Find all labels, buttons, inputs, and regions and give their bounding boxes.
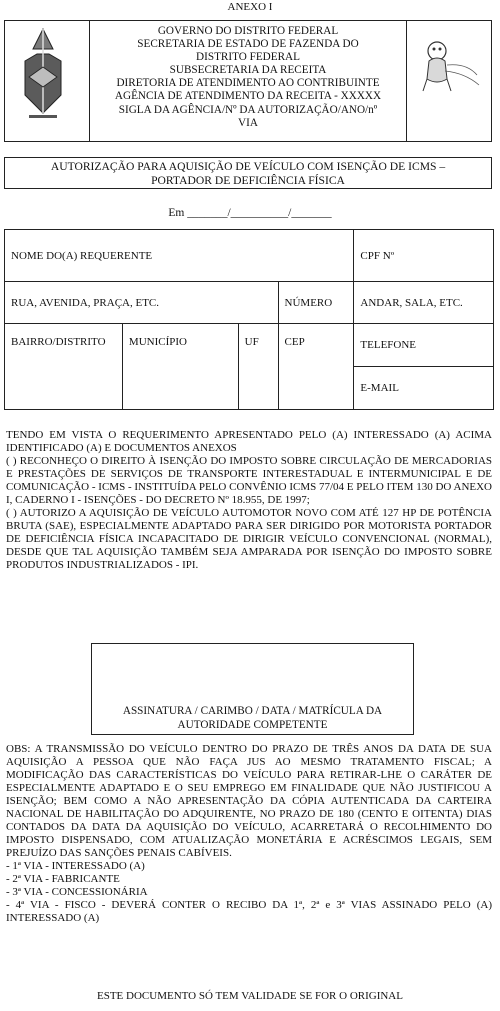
signature-box[interactable]: [91, 643, 414, 735]
field-uf[interactable]: UF: [238, 324, 278, 410]
header-line: SUBSECRETARIA DA RECEITA: [169, 64, 327, 77]
obs-paragraph: OBS: A TRANSMISSÃO DO VEÍCULO DENTRO DO PRAZO DE TRÊS ANOS DA DATA DE SUA AQUISIÇÃO A PESSOA QUE NÃO FAÇA JUS AO MESMO TRATAMENTO FISCAL; A MODIFICAÇÃO DAS CARACTERÍSTICAS DO VEÍCULO PARA RETIRAR-LHE O CARÁTER DE ESPECIALMENTE ADAPTADO E O SEU EMPREGO EM FINALIDADE QUE NÃO JUSTIFICOU A ISENÇÃO; BEM COMO A NÃO APRESENTAÇÃO DA CÓPIA AUTENTICADA DA CARTEIRA NACIONAL DE HABILITAÇÃO DO ADQUIRENTE, NO PRAZO DE 180 (CENTO E OITENTA) DIAS CONTADOS DA DATA DA AQUISIÇÃO DO VEÍCULO, ACARRETARÁ O RECOLHIMENTO DO IMPOSTO DISPENSADO, COM ATUALIZAÇÃO MONETÁRIA E ACRÉSCIMOS LEGAIS, SEM PREJUÍZO DAS SANÇÕES PENAIS CABÍVEIS.: [6, 743, 492, 859]
field-municipio[interactable]: MUNICÍPIO: [122, 324, 238, 410]
annex-label: ANEXO I: [227, 1, 273, 13]
header-line: SIGLA DA AGÊNCIA/Nº DA AUTORIZAÇÃO/ANO/nº: [118, 103, 378, 116]
field-email[interactable]: E-MAIL: [354, 367, 494, 410]
field-cpf[interactable]: CPF Nº: [354, 230, 494, 282]
field-nome-requerente[interactable]: NOME DO(A) REQUERENTE: [5, 230, 354, 282]
title-line: AUTORIZAÇÃO PARA AQUISIÇÃO DE VEÍCULO COM ISENÇÃO DE ICMS –: [50, 160, 446, 173]
receita-mascot-icon: [407, 21, 491, 141]
title-line: PORTADOR DE DEFICIÊNCIA FÍSICA: [151, 174, 345, 187]
signature-caption: [92, 704, 413, 732]
header-right-logo-cell: [406, 21, 491, 141]
requester-form-table: [4, 229, 494, 410]
body-text: [6, 429, 492, 572]
via-item: - 3ª VIA - CONCESSIONÁRIA: [6, 886, 148, 898]
via-item: - 4ª VIA - FISCO - DEVERÁ CONTER O RECIBO DA 1ª, 2ª e 3ª VIAS ASSINADO PELO (A) INTERESSADO (A): [6, 899, 492, 924]
observation-block: [6, 743, 492, 925]
field-rua[interactable]: RUA, AVENIDA, PRAÇA, ETC.: [5, 282, 279, 324]
header-line: DISTRITO FEDERAL: [196, 51, 300, 64]
signature-caption-line: AUTORIDADE COMPETENTE: [177, 719, 328, 731]
via-item: - 1ª VIA - INTERESSADO (A): [6, 860, 145, 872]
document-header: [4, 20, 492, 142]
date-line[interactable]: Em _______/__________/_______: [168, 207, 332, 219]
field-andar[interactable]: ANDAR, SALA, ETC.: [354, 282, 494, 324]
field-bairro[interactable]: BAIRRO/DISTRITO: [5, 324, 123, 410]
df-coat-of-arms-icon: [5, 21, 89, 141]
header-line: DIRETORIA DE ATENDIMENTO AO CONTRIBUINTE: [116, 77, 380, 90]
header-line: VIA: [238, 116, 258, 129]
validity-footer: ESTE DOCUMENTO SÓ TEM VALIDADE SE FOR O ORIGINAL: [97, 990, 403, 1002]
field-cep[interactable]: CEP: [278, 324, 354, 410]
signature-caption-line: ASSINATURA / CARIMBO / DATA / MATRÍCULA DA: [122, 705, 383, 717]
via-item: - 2ª VIA - FABRICANTE: [6, 873, 120, 885]
field-telefone[interactable]: TELEFONE: [354, 324, 494, 367]
intro-paragraph: TENDO EM VISTA O REQUERIMENTO APRESENTADO PELO (A) INTERESSADO (A) ACIMA IDENTIFICADO (A) E DOCUMENTOS ANEXOS: [6, 429, 492, 454]
header-text: [89, 25, 407, 130]
header-line: GOVERNO DO DISTRITO FEDERAL: [157, 25, 339, 37]
header-left-logo-cell: [5, 21, 90, 141]
header-line: SECRETARIA DE ESTADO DE FAZENDA DO: [137, 38, 359, 51]
header-line: AGÊNCIA DE ATENDIMENTO DA RECEITA - XXXXX: [114, 90, 382, 103]
option-authorize-acquisition[interactable]: ( ) AUTORIZO A AQUISIÇÃO DE VEÍCULO AUTOMOTOR NOVO COM ATÉ 127 HP DE POTÊNCIA BRUTA (SAE), ESPECIALMENTE ADAPTADO PARA SER DIRIGIDO POR MOTORISTA PORTADOR DE DEFICIÊNCIA FÍSICA INCAPACITADO DE DIRIGIR VEÍCULO CONVENCIONAL (NORMAL), DESDE QUE TAL AQUISIÇÃO TAMBÉM SEJA AMPARADA POR ISENÇÃO DO IMPOSTO SOBRE PRODUTOS INDUSTRIALIZADOS - IPI.: [6, 507, 492, 571]
field-numero[interactable]: NÚMERO: [278, 282, 354, 324]
document-title: [4, 157, 492, 189]
option-recognize-exemption[interactable]: ( ) RECONHEÇO O DIREITO À ISENÇÃO DO IMPOSTO SOBRE CIRCULAÇÃO DE MERCADORIAS E PRESTAÇÕES DE SERVIÇOS DE TRANSPORTE INTERESTADUAL E INTERMUNICIPAL E DE COMUNICAÇÃO - ICMS - INSTITUÍDA PELO CONVÊNIO ICMS 77/04 E PELO ITEM 130 DO ANEXO I, CADERNO I - ISENÇÕES - DO DECRETO Nº 18.955, DE 1997;: [6, 455, 492, 506]
